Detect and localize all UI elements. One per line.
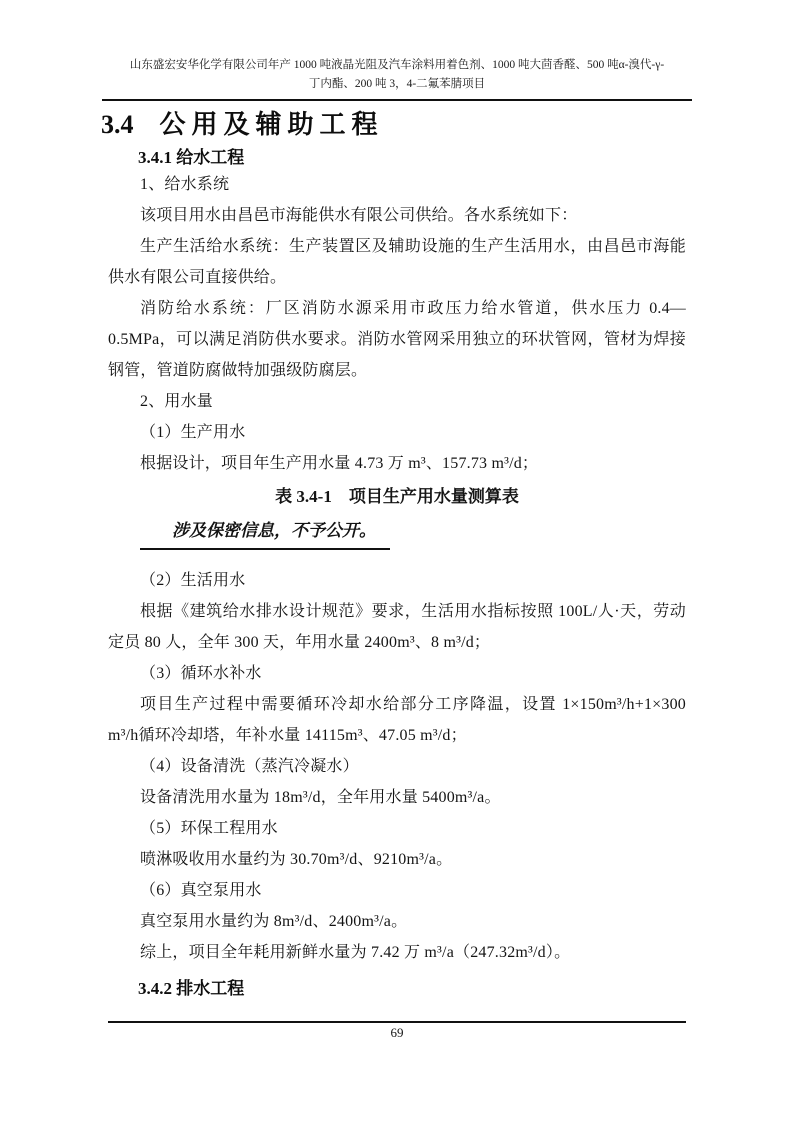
list-item-vacuum-pump-water: （6）真空泵用水 [140,882,262,899]
list-item-production-water: （1）生产用水 [140,424,246,441]
list-item-water-usage: 2、用水量 [140,393,214,410]
table-caption: 表 3.4-1 项目生产用水量测算表 [275,487,519,506]
page-header [102,56,692,101]
paragraph-fire-system: 消防给水系统：厂区消防水源采用市政压力给水管道，供水压力 0.4—0.5MPa，可以满足消防供水要求。消防水管网采用独立的环状管网，管材为焊接钢管，管道防腐做特加强级防腐层。 [108,300,686,379]
confidential-note [108,514,686,550]
section-title: 公用及辅助工程 [159,110,384,139]
paragraph-circulating-water: 项目生产过程中需要循环冷却水给部分工序降温，设置 1×150m³/h+1×300 m³/h循环冷却塔，年补水量 14115m³、47.05 m³/d； [108,696,686,744]
document-body [101,104,686,1000]
paragraph-supply-source: 该项目用水由昌邑市海能供水有限公司供给。各水系统如下： [140,207,578,224]
paragraph-vacuum-pump-water: 真空泵用水量约为 8m³/d、2400m³/a。 [140,913,408,930]
list-item-water-system: 1、给水系统 [140,176,230,193]
paragraph-domestic-water: 根据《建筑给水排水设计规范》要求，生活用水指标按照 100L/人·天，劳动定员 80 人，全年 300 天，年用水量 2400m³、8 m³/d； [108,603,686,651]
paragraph-production-water: 根据设计，项目年生产用水量 4.73 万 m³、157.73 m³/d； [140,455,539,472]
subsection-heading-drainage: 3.4.2 排水工程 [138,979,245,998]
paragraph-production-life-system: 生产生活给水系统：生产装置区及辅助设施的生产生活用水，由昌邑市海能供水有限公司直接供给。 [108,238,686,286]
section-number: 3.4 [101,110,134,139]
page-number: 69 [390,1025,404,1040]
confidential-note-text: 涉及保密信息，不予公开。 [140,514,390,550]
paragraph-equipment-cleaning: 设备清洗用水量为 18m³/d，全年用水量 5400m³/a。 [140,789,501,806]
header-line-2: 丁内酯、200 吨 3，4-二氟苯腈项目 [308,78,486,90]
paragraph-summary: 综上，项目全年耗用新鲜水量为 7.42 万 m³/a（247.32m³/d）。 [140,944,571,961]
section-heading [101,108,686,142]
header-line-1: 山东盛宏安华化学有限公司年产 1000 吨液晶光阻及汽车涂料用着色剂、1000 吨大茴香醛、500 吨α-溴代-γ- [129,59,665,71]
subsection-heading-water-supply: 3.4.1 给水工程 [138,148,245,167]
list-item-circulating-water: （3）循环水补水 [140,665,262,682]
list-item-domestic-water: （2）生活用水 [140,572,246,589]
list-item-environmental-water: （5）环保工程用水 [140,820,278,837]
list-item-equipment-cleaning: （4）设备清洗（蒸汽冷凝水） [140,758,359,775]
paragraph-environmental-water: 喷淋吸收用水量约为 30.70m³/d、9210m³/a。 [140,851,453,868]
page-footer [108,1021,686,1042]
